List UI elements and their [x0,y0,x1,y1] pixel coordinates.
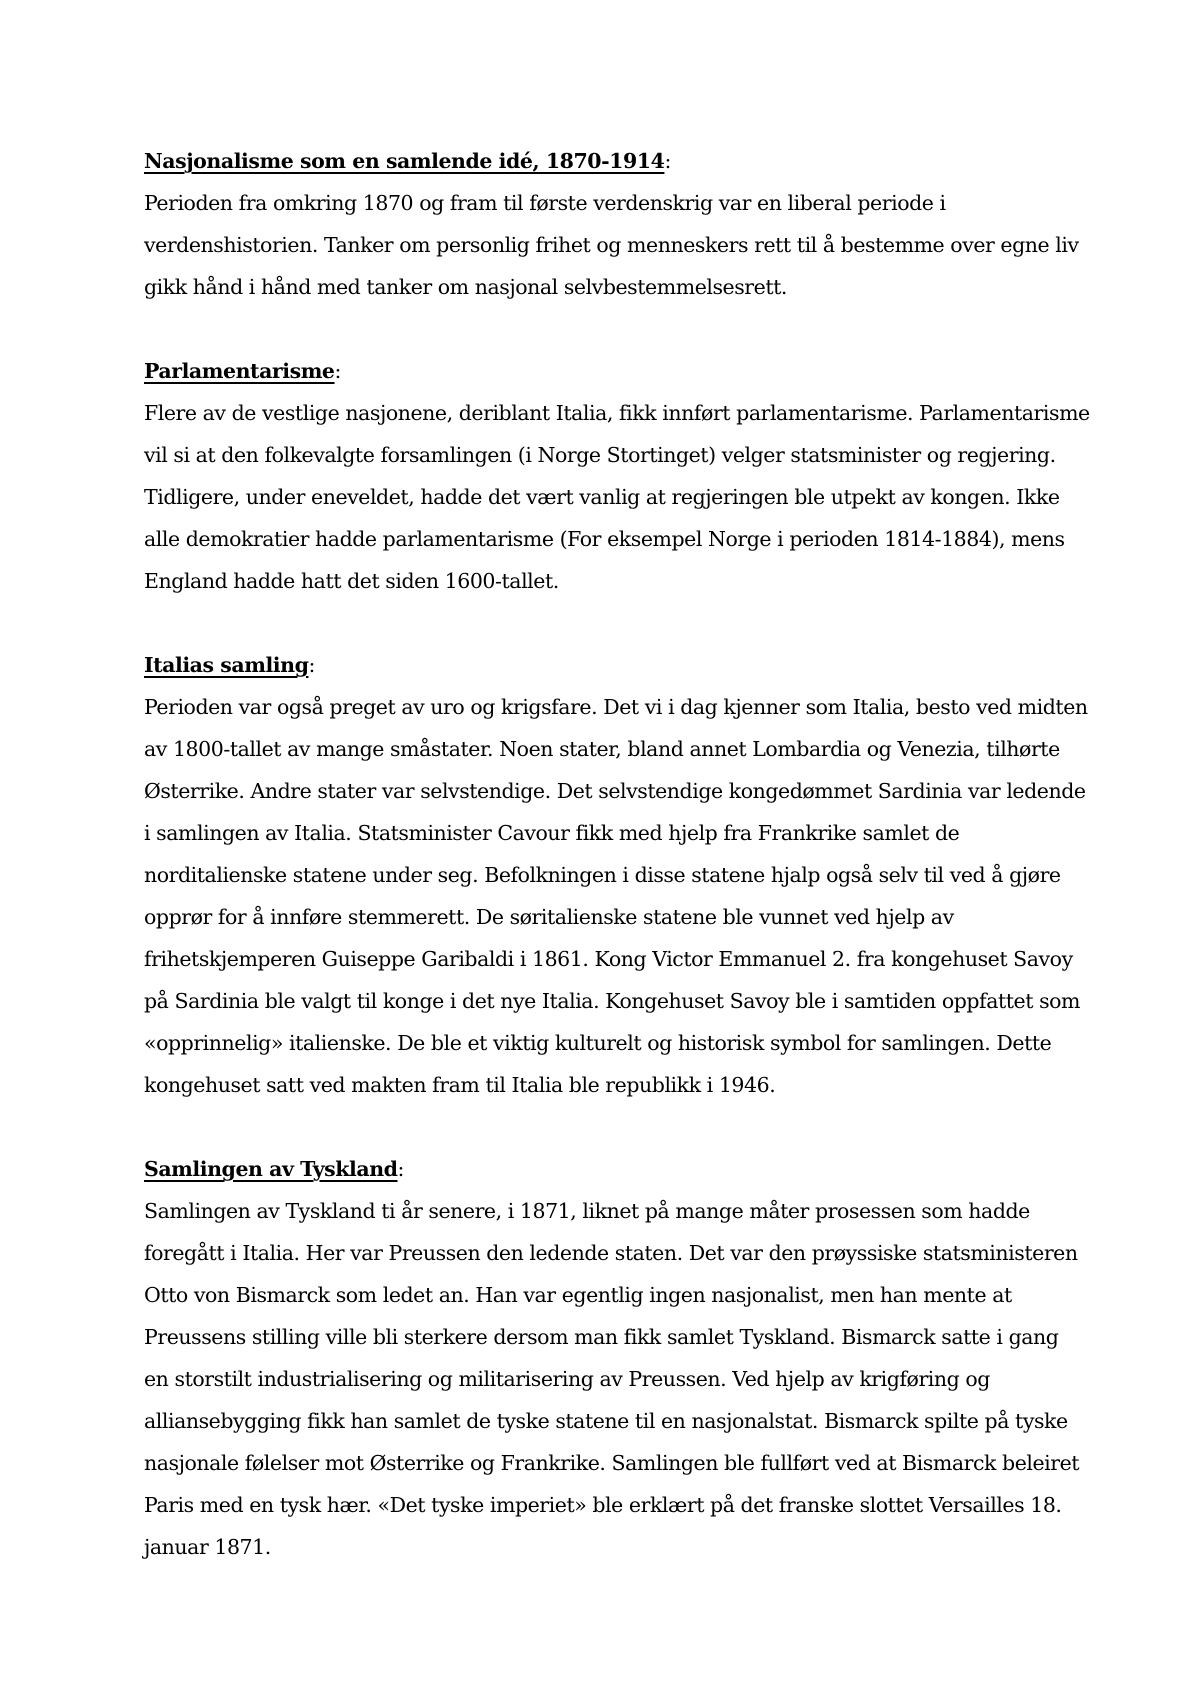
paragraph-line: gikk hånd i hånd med tanker om nasjonal selvbestemmelsesrett. [144,275,787,299]
section-heading-text: Nasjonalisme som en samlende idé, 1870-1914 [144,149,665,173]
paragraph-line: Samlingen av Tyskland ti år senere, i 1871, liknet på mange måter prosessen som hadde [144,1199,1030,1223]
section-heading [144,1148,1074,1190]
paragraph-line: Flere av de vestlige nasjonene, deriblant Italia, fikk innført parlamentarisme. Parlamentarisme [144,401,1090,425]
paragraph-line: England hadde hatt det siden 1600-tallet. [144,569,559,593]
paragraph-spacer [144,308,1074,350]
paragraph-line: januar 1871. [144,1535,271,1559]
paragraph-line: opprør for å innføre stemmerett. De søritalienske statene ble vunnet ved hjelp av [144,905,954,929]
paragraph-line: alle demokratier hadde parlamentarisme (For eksempel Norge i perioden 1814-1884), mens [144,527,1065,551]
section-heading-colon: : [308,653,315,677]
section-heading [144,140,1074,182]
paragraph-line: verdenshistorien. Tanker om personlig frihet og menneskers rett til å bestemme over egne liv [144,233,1079,257]
paragraph-line: Paris med en tysk hær. «Det tyske imperiet» ble erklært på det franske slottet Versailles 18. [144,1493,1062,1517]
paragraph-line: Preussens stilling ville bli sterkere dersom man fikk samlet Tyskland. Bismarck satte i gang [144,1325,1059,1349]
section-heading-text: Parlamentarisme [144,359,335,383]
paragraph-line: en storstilt industrialisering og militarisering av Preussen. Ved hjelp av krigføring og [144,1367,990,1391]
paragraph-line: «opprinnelig» italienske. De ble et viktig kulturelt og historisk symbol for samlingen. Dette [144,1031,1052,1055]
paragraph-line: foregått i Italia. Her var Preussen den ledende staten. Det var den prøyssiske statsministeren [144,1241,1078,1265]
paragraph-line: nasjonale følelser mot Østerrike og Frankrike. Samlingen ble fullført ved at Bismarck beleiret [144,1451,1080,1475]
section-heading-text: Italias samling [144,653,309,677]
paragraph-line: av 1800-tallet av mange småstater. Noen stater, bland annet Lombardia og Venezia, tilhørte [144,737,1060,761]
section [144,644,1088,1106]
paragraph-line: Perioden var også preget av uro og krigsfare. Det vi i dag kjenner som Italia, besto ved midten [144,695,1088,719]
paragraph-line: Otto von Bismarck som ledet an. Han var egentlig ingen nasjonalist, men han mente at [144,1283,1012,1307]
section-heading-text: Samlingen av Tyskland [144,1157,398,1181]
section-heading-colon: : [334,359,341,383]
section [144,1148,1080,1568]
paragraph-spacer [144,1106,1074,1148]
section-heading [144,644,1074,686]
paragraph-line: vil si at den folkevalgte forsamlingen (i Norge Stortinget) velger statsminister og regjering. [144,443,1056,467]
paragraph-line: Tidligere, under eneveldet, hadde det vært vanlig at regjeringen ble utpekt av kongen. Ikke [144,485,1060,509]
paragraph-spacer [144,602,1074,644]
section [144,140,1079,308]
section [144,350,1090,602]
paragraph-line: alliansebygging fikk han samlet de tyske statene til en nasjonalstat. Bismarck spilte på tyske [144,1409,1068,1433]
paragraph-line: kongehuset satt ved makten fram til Italia ble republikk i 1946. [144,1073,776,1097]
paragraph-line: på Sardinia ble valgt til konge i det nye Italia. Kongehuset Savoy ble i samtiden oppfattet som [144,989,1081,1013]
section-heading [144,350,1074,392]
document-body [144,140,1090,1568]
paragraph-line: i samlingen av Italia. Statsminister Cavour fikk med hjelp fra Frankrike samlet de [144,821,960,845]
paragraph-line: frihetskjemperen Guiseppe Garibaldi i 1861. Kong Victor Emmanuel 2. fra kongehuset Savoy [144,947,1073,971]
paragraph-line: Østerrike. Andre stater var selvstendige. Det selvstendige kongedømmet Sardinia var ledende [144,779,1086,803]
paragraph-line: Perioden fra omkring 1870 og fram til første verdenskrig var en liberal periode i [144,191,946,215]
section-heading-colon: : [397,1157,404,1181]
section-heading-colon: : [664,149,671,173]
paragraph-line: norditalienske statene under seg. Befolkningen i disse statene hjalp også selv til ved å gjøre [144,863,1061,887]
